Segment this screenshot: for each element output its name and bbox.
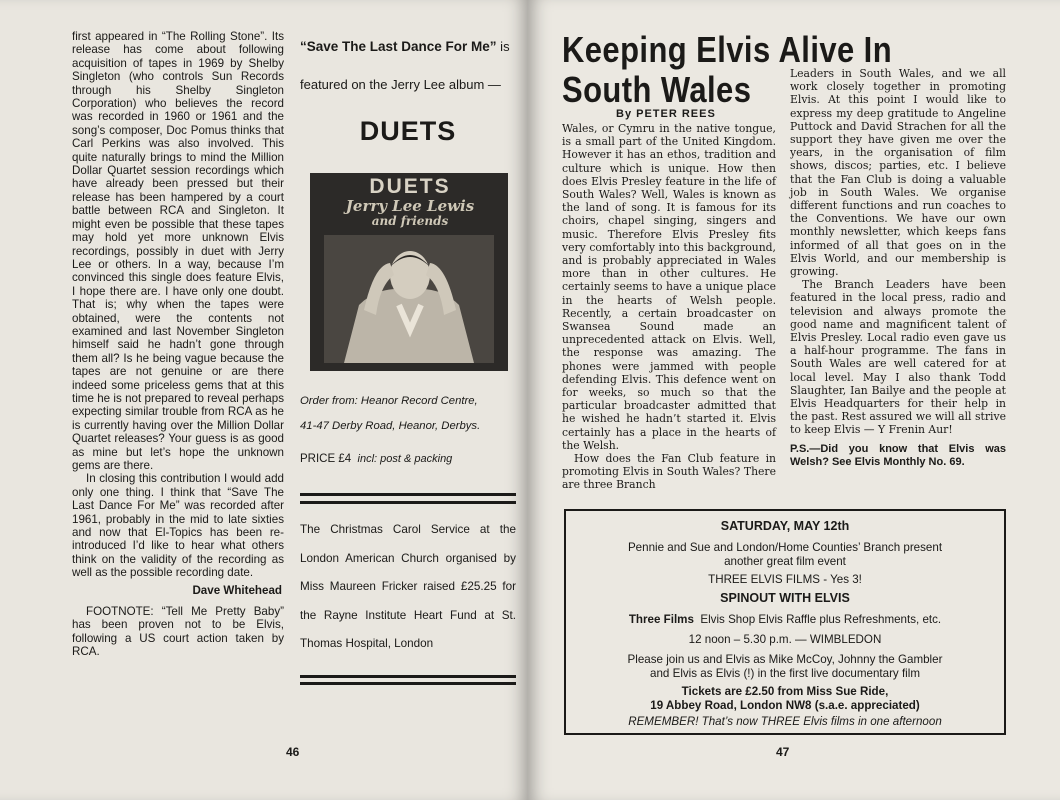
footnote: FOOTNOTE: “Tell Me Pretty Baby” has been proven not to be Elvis, following a US court action taken by RCA. — [72, 605, 284, 659]
article-column-2 — [790, 67, 1006, 470]
cover-photo — [324, 235, 494, 363]
album-heading: DUETS — [359, 116, 457, 146]
singer-photo-icon — [324, 235, 494, 363]
postscript: P.S.—Did you know that Elvis was Welsh? See Elvis Monthly No. 69. — [790, 442, 1006, 469]
ticket-info: Tickets are £2.50 from Miss Sue Ride, — [681, 685, 889, 698]
event-line: Please join us and Elvis as Mike McCoy, Johnny the Gambler — [627, 653, 943, 666]
order-line-1: Order from: Heanor Record Centre, — [300, 395, 478, 407]
event-bold: Three Films — [628, 613, 694, 626]
cover-artist-name: Jerry Lee Lewis — [345, 197, 475, 215]
article-paragraph: Wales, or Cymru in the native tongue, is a small part of the United Kingdom. However it has an ethos, tradition and culture which is unique. How then does Elvis Presley feature in the life of South Wales? Well, Wales is known as the land of song. It is famous for its choirs, chapel singing, singers and music. Therefore Elvis Presley fits very comfortably into this background, and is probably appreciated in Wales more than in other cultures. He certainly seems to have a unique place in the hearts of Welsh people. Recently, a certain broadcaster on Swansea Sound made an unprecedented attack on Elvis. Well, the response was amazing. The phones were jammed with people defending Elvis. This defence went on for weeks, so much so that the particular broadcaster admitted that he wished he hadn’t started it. Elvis certainly has a place in the hearts of the Welsh. — [562, 122, 776, 452]
page-number: 47 — [776, 745, 790, 759]
reminder-rest: That’s now THREE Elvis films in one afternoon — [698, 715, 942, 728]
event-date: SATURDAY, MAY 12th — [720, 519, 850, 533]
article-column-1 — [562, 122, 776, 492]
event-line: THREE ELVIS FILMS - Yes 3! — [708, 573, 862, 586]
cover-title: DUETS — [369, 175, 451, 198]
reminder-caps: REMEMBER! — [628, 715, 699, 728]
divider-rule — [300, 675, 516, 678]
article-paragraph: How does the Fan Club feature in promoting Elvis in South Wales? There are three Branch — [562, 452, 776, 492]
divider-rule — [300, 493, 516, 504]
title-line-1: Keeping Elvis Alive In — [562, 29, 893, 70]
article-paragraph: The Branch Leaders have been featured in the local press, radio and television and always promote the good name and magnificent talent of Elvis Presley. Local radio even gave us a half-hour programme. The fans in South Wales are well catered for at local level. May I also thank Todd Slaughter, Ian Bailye and the people at Elvis Headquarters for their help in the past. Rest assured we will all strive to keep Elvis — Y Frenin Aur! — [790, 278, 1006, 437]
divider-rule — [300, 682, 516, 685]
cover-artist — [320, 199, 500, 228]
album-cover-image — [310, 173, 508, 371]
right-page — [528, 0, 1060, 800]
left-column-advert — [300, 28, 516, 685]
album-intro — [300, 28, 516, 104]
event-line — [566, 613, 1004, 626]
price-line — [300, 453, 516, 465]
ticket-address: 19 Abbey Road, London NW8 (s.a.e. appreciated) — [650, 699, 920, 712]
article-paragraph: In closing this contribution I would add only one thing. I think that “Save The Last Dance For Me” was recorded after 1961, probably in the mid to late sixties and now that El-Topics has been re-introduced I’d like to hear what others think on the validity of the recording as well as the possible recording date. — [72, 472, 284, 580]
price-label: PRICE £4 — [300, 453, 352, 465]
album-intro-rest: is featured on the Jerry Lee album — — [300, 39, 510, 92]
event-headline: SPINOUT WITH ELVIS — [720, 591, 850, 605]
order-line-2: 41-47 Derby Road, Heanor, Derbys. — [300, 420, 481, 432]
event-time: 12 noon – 5.30 p.m. — WIMBLEDON — [688, 633, 882, 646]
left-page — [0, 0, 528, 800]
left-column-article — [72, 30, 284, 659]
film-event-advert — [564, 509, 1006, 735]
event-line: and Elvis as Elvis (!) in the first live documentary film — [650, 667, 920, 680]
event-line: another great film event — [724, 555, 846, 568]
article-paragraph: Leaders in South Wales, and we all work closely together in promoting Elvis. At this point I would like to express my deep gratitude to Angeline Puttock and David Strachen for all the support they have given me over the years, in the organisation of film shows, discos; parties, etc. I believe that the Fan Club is doing a valuable job in South Wales. We organise different functions and run coaches to the Conventions. We have our own monthly newsletter, which keeps fans informed of all that goes on in the Elvis World, and our membership is growing. — [790, 67, 1006, 279]
byline: By PETER REES — [616, 108, 716, 120]
page-number: 46 — [286, 745, 300, 759]
article-paragraph: first appeared in “The Rolling Stone”. Its release has come about following acquisition of tapes in 1969 by Shelby Singleton (who controls Sun Records through his Shelby Singleton Corporation) who believes the record was recorded in 1960 or 1961 and the song’s composer, Doc Pomus thinks that Carl Perkins was also involved. This quite naturally brings to mind the Million Dollar Quartet session recordings which have already been pressed but their release has been hampered by a court battle between RCA and Singleton. It might even be possible that these tapes may hold yet more unknown Elvis recordings, possibly in duet with Jerry Lee or others. In a way, because I’m convinced this single does feature Elvis, I hope there are. I have only one doubt. That is; why when the tapes were obtained, were the contents not examined and last November Singleton himself said he hadn’t gone through them all? Is he being vague because the tapes are not genuine or are there indeed some priceless gems that at this time he is not prepared to reveal perhaps expecting similar trouble from RCA as he is currently having over the Million Dollar Quartet releases? Your guess is as good as mine but let’s hope the unknown gems are there. — [72, 30, 284, 472]
event-extras: Elvis Shop Elvis Raffle plus Refreshments, etc. — [700, 613, 942, 626]
order-info — [300, 389, 516, 439]
price-note: incl: post & packing — [357, 453, 453, 465]
event-line: Pennie and Sue and London/Home Counties’ Branch present — [627, 541, 943, 554]
event-reminder — [566, 715, 1004, 728]
carol-service-notice: The Christmas Carol Service at the London American Church organised by Miss Maureen Fricker raised £25.25 for the Rayne Institute Heart Fund at St. Thomas Hospital, London — [300, 523, 516, 651]
title-line-2: South Wales — [562, 69, 752, 110]
cover-subtitle: and friends — [371, 214, 449, 228]
author-signature: Dave Whitehead — [192, 583, 282, 597]
song-title: “Save The Last Dance For Me” — [300, 39, 497, 54]
